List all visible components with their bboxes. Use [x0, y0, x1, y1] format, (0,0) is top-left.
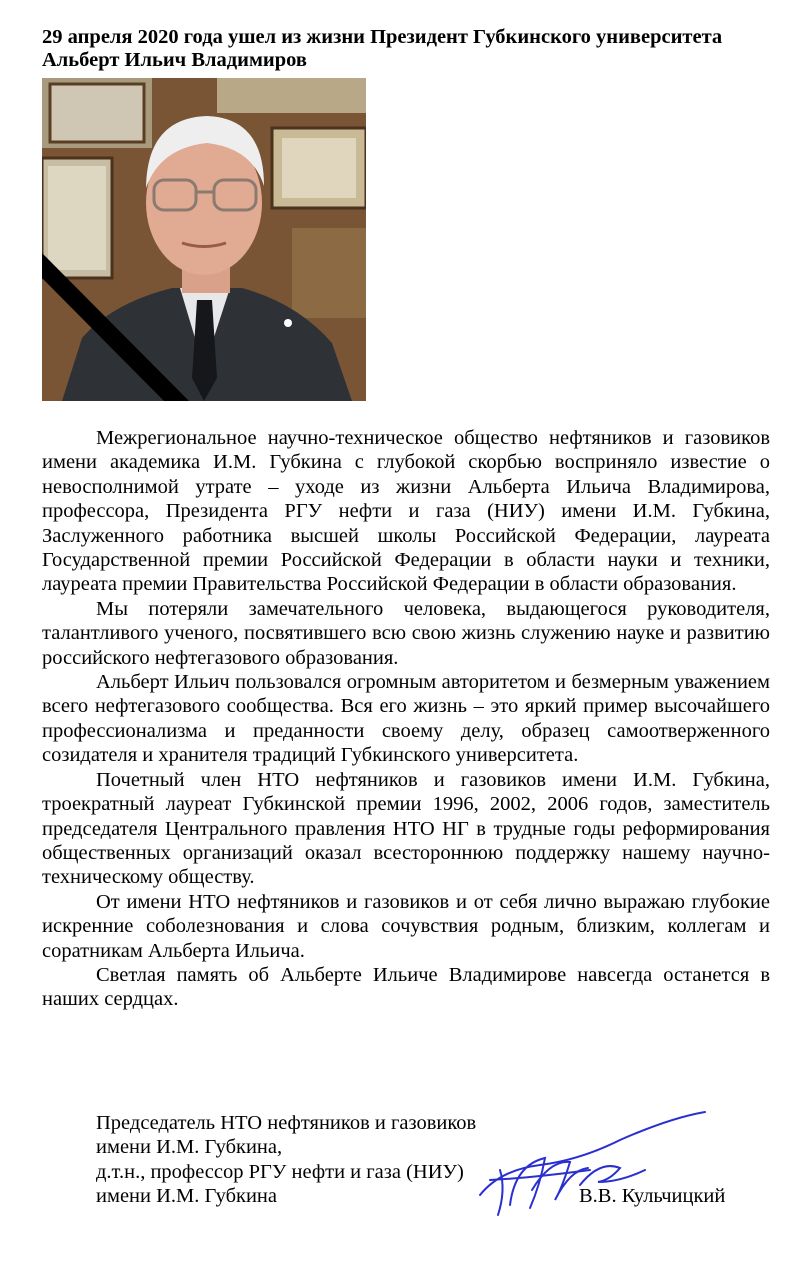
paragraph-5: От имени НТО нефтяников и газовиков и от себя лично выражаю глубокие искренние соболезнования и слова сочувствия родным, близким, коллегам и соратникам Альберта Ильича. [42, 890, 770, 962]
portrait-illustration [42, 78, 366, 401]
signatory-title [96, 1111, 476, 1209]
signatory-line-4: имени И.М. Губкина [96, 1185, 277, 1208]
condolence-text [42, 426, 770, 1012]
paragraph-6: Светлая память об Альберте Ильиче Владимирове навсегда останется в наших сердцах. [42, 963, 770, 1011]
portrait-photo [42, 78, 366, 401]
signatory-line-1: Председатель НТО нефтяников и газовиков [96, 1112, 477, 1134]
signatory-name: В.В. Кульчицкий [579, 1185, 726, 1207]
paragraph-3: Альберт Ильич пользовался огромным авторитетом и безмерным уважением всего нефтегазового сообщества. Вся его жизнь – это яркий пример высочайшего профессионализма и преданности своему делу, образец самоотверженного созидателя и хранителя традиций Губкинского университета. [42, 671, 770, 767]
signatory-line-3: д.т.н., профессор РГУ нефти и газа (НИУ) [96, 1160, 464, 1183]
title-line-2: Альберт Ильич Владимиров [42, 49, 307, 71]
paragraph-4: Почетный член НТО нефтяников и газовиков имени И.М. Губкина, троекратный лауреат Губкинской премии 1996, 2002, 2006 годов, заместитель председателя Центрального правления НТО НГ в трудные годы реформирования общественных организаций оказал всестороннюю поддержку нашему научно-техническому обществу. [42, 768, 770, 889]
paragraph-1: Межрегиональное научно-техническое общество нефтяников и газовиков имени академика И.М. Губкина с глубокой скорбью восприняло известие о невосполнимой утрате – уходе из жизни Альберта Ильича Владимирова, профессора, Президента РГУ нефти и газа (НИУ) имени И.М. Губкина, Заслуженного работника высшей школы Российской Федерации, лауреата Государственной премии Российской Федерации в области науки и техники, лауреата премии Правительства Российской Федерации в области образования. [42, 427, 770, 596]
signatory-line-2: имени И.М. Губкина, [96, 1136, 283, 1159]
page-title [42, 26, 782, 72]
title-line-1: 29 апреля 2020 года ушел из жизни Президент Губкинского университета [42, 26, 723, 48]
paragraph-2: Мы потеряли замечательного человека, выдающегося руководителя, талантливого ученого, посвятившего всю свою жизнь служению науке и развитию российского нефтегазового образования. [42, 597, 770, 669]
